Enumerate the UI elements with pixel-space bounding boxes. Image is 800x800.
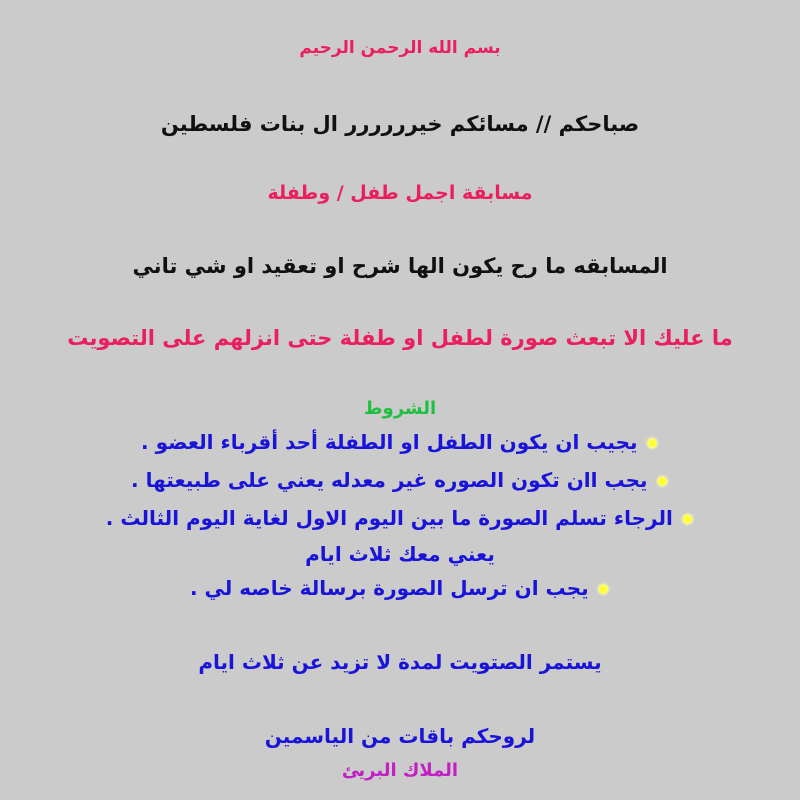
instruction-text: ما عليك الا تبعث صورة لطفل او طفلة حتى انزلهم على التصويت xyxy=(67,326,733,350)
intro-text: المسابقه ما رح يكون الها شرح او تعقيد او شي تاني xyxy=(132,254,668,278)
greeting: صباحكم // مسائكم خيرررررر ال بنات فلسطين xyxy=(160,112,640,136)
condition-text: الرجاء تسلم الصورة ما بين اليوم الاول لغاية اليوم الثالث . xyxy=(105,506,673,530)
star-bullet-icon: ✸ xyxy=(645,434,659,453)
contest-title: مسابقة اجمل طفل / وطفلة xyxy=(267,182,533,204)
condition-text: يجب اان تكون الصوره غير معدله يعني على طبيعتها . xyxy=(131,468,648,492)
voting-duration: يستمر الصتويت لمدة لا تزيد عن ثلاث ايام xyxy=(198,650,602,674)
star-bullet-icon: ✸ xyxy=(655,472,669,491)
condition-text: يجيب ان يكون الطفل او الطفلة أحد أقرباء العضو . xyxy=(141,430,638,454)
closing-text: لروحكم باقات من الياسمين xyxy=(264,724,536,748)
conditions-title: الشروط xyxy=(363,398,437,419)
condition-item xyxy=(0,508,800,528)
condition-continuation: يعني معك ثلاث ايام xyxy=(305,542,495,566)
condition-text: يجب ان ترسل الصورة برسالة خاصه لي . xyxy=(189,576,589,600)
condition-item xyxy=(0,432,800,452)
condition-item xyxy=(0,578,800,598)
star-bullet-icon: ✸ xyxy=(596,580,611,599)
basmala: بسم الله الرحمن الرحيم xyxy=(299,38,501,58)
star-bullet-icon: ✸ xyxy=(680,510,695,529)
condition-item xyxy=(0,470,800,490)
signature: الملاك البريئ xyxy=(341,760,459,781)
